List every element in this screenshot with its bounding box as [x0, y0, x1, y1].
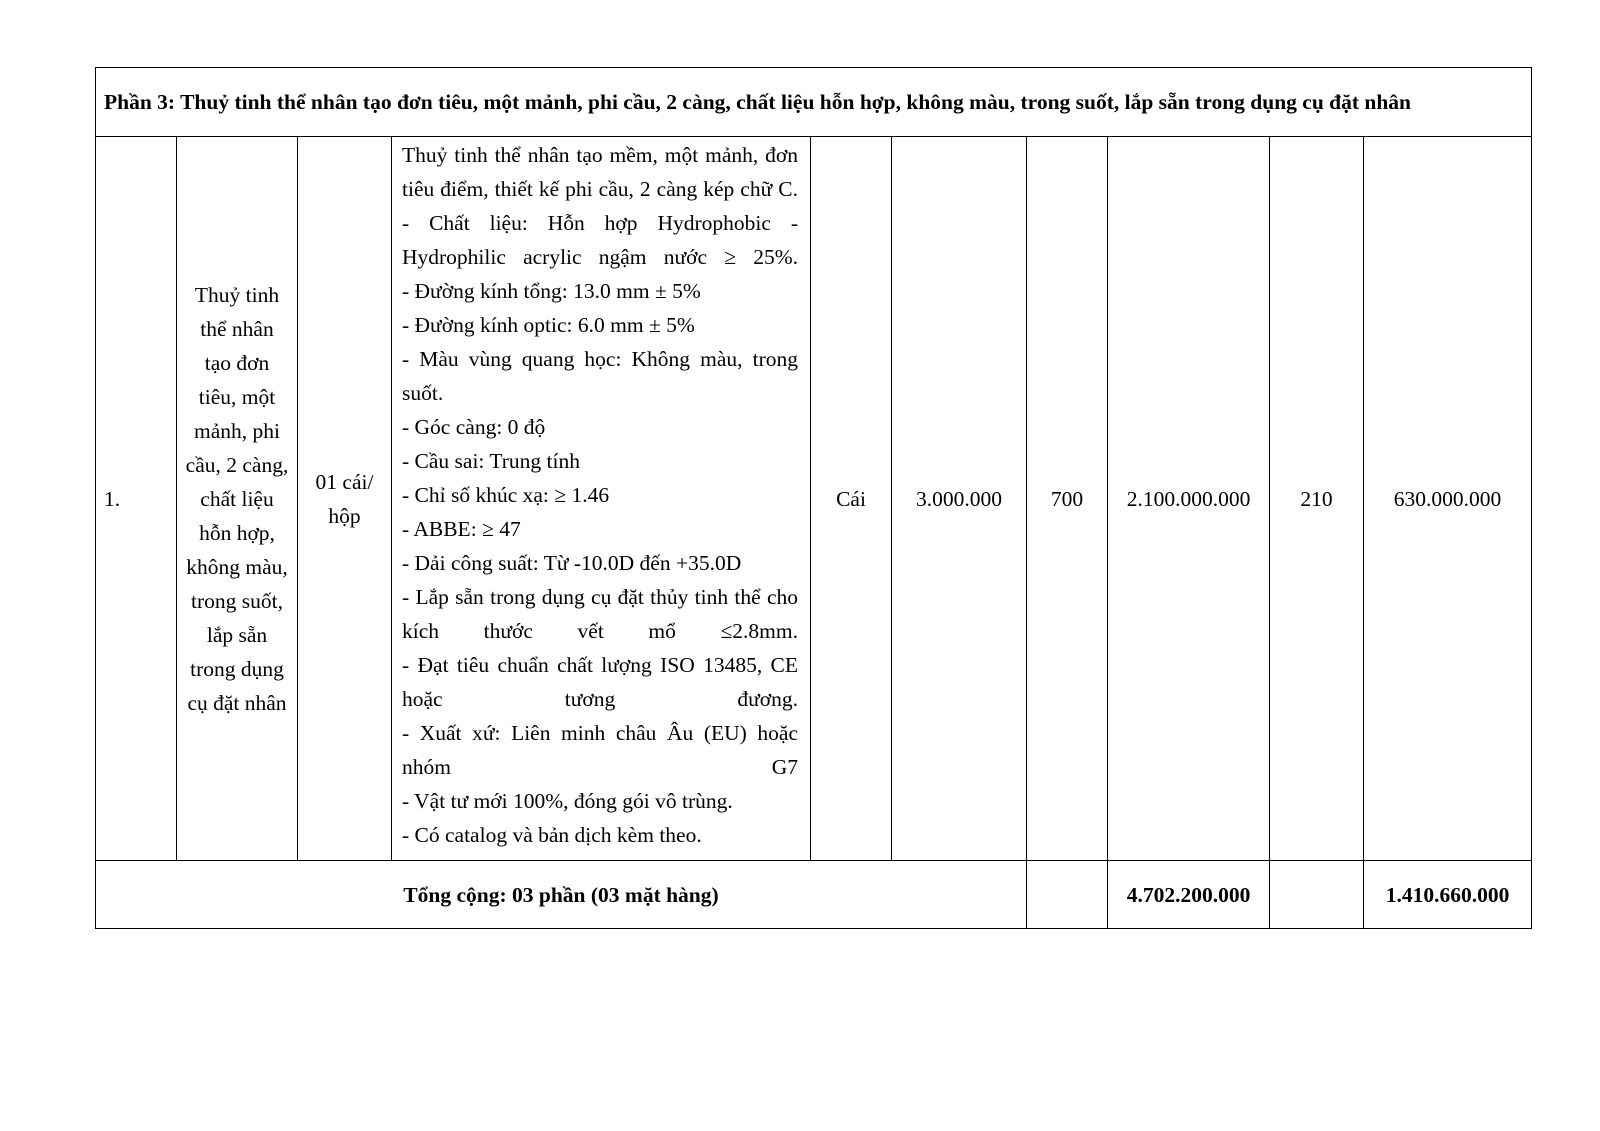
spec-line: - Đường kính tổng: 13.0 mm ± 5%: [402, 279, 701, 303]
spec-line: - Có catalog và bản dịch kèm theo.: [402, 823, 702, 847]
total-amount: 4.702.200.000: [1108, 861, 1270, 929]
total-amount-2: 1.410.660.000: [1364, 861, 1532, 929]
bid-item-table: [95, 67, 1532, 929]
item-amount-2: 630.000.000: [1364, 137, 1532, 861]
table-row: [96, 137, 1532, 861]
section-header-row: [96, 68, 1532, 137]
item-unit-price: 3.000.000: [892, 137, 1027, 861]
spec-line: - Dải công suất: Từ -10.0D đến +35.0D: [402, 551, 742, 575]
total-empty-cell: [1027, 861, 1108, 929]
spec-line: - Vật tư mới 100%, đóng gói vô trùng.: [402, 789, 733, 813]
item-specification: [392, 137, 811, 861]
item-quantity-2: 210: [1270, 137, 1364, 861]
spec-line: - ABBE: ≥ 47: [402, 517, 521, 541]
total-label: Tổng cộng: 03 phần (03 mặt hàng): [96, 861, 1027, 929]
spec-line: - Chỉ số khúc xạ: ≥ 1.46: [402, 483, 610, 507]
total-row: [96, 861, 1532, 929]
spec-line: - Đạt tiêu chuẩn chất lượng ISO 13485, CE hoặc tương đương.: [402, 653, 798, 711]
spec-line: - Đường kính optic: 6.0 mm ± 5%: [402, 313, 695, 337]
spec-line: - Xuất xứ: Liên minh châu Âu (EU) hoặc nhóm G7: [402, 721, 798, 779]
section-header: Phần 3: Thuỷ tinh thể nhân tạo đơn tiêu, một mảnh, phi cầu, 2 càng, chất liệu hỗn hợp, không màu, trong suốt, lắp sẵn trong dụng cụ đặt nhân: [96, 68, 1532, 137]
item-packaging: 01 cái/ hộp: [298, 137, 392, 861]
spec-line: - Cầu sai: Trung tính: [402, 449, 580, 473]
spec-line: - Màu vùng quang học: Không màu, trong suốt.: [402, 347, 798, 405]
spec-line: - Góc càng: 0 độ: [402, 415, 546, 439]
spec-line: - Lắp sẵn trong dụng cụ đặt thủy tinh thể cho kích thước vết mổ ≤2.8mm.: [402, 585, 798, 643]
spec-line: Thuỷ tinh thể nhân tạo mềm, một mảnh, đơn tiêu điểm, thiết kế phi cầu, 2 càng kép chữ C.: [402, 143, 798, 201]
total-empty-cell: [1270, 861, 1364, 929]
spec-line: - Chất liệu: Hỗn hợp Hydrophobic - Hydrophilic acrylic ngậm nước ≥ 25%.: [402, 211, 798, 269]
item-name: Thuỷ tinh thể nhân tạo đơn tiêu, một mảnh, phi cầu, 2 càng, chất liệu hỗn hợp, không màu, trong suốt, lắp sẵn trong dụng cụ đặt nhân: [177, 137, 298, 861]
item-unit: Cái: [811, 137, 892, 861]
item-index: 1.: [96, 137, 177, 861]
item-amount: 2.100.000.000: [1108, 137, 1270, 861]
item-quantity: 700: [1027, 137, 1108, 861]
